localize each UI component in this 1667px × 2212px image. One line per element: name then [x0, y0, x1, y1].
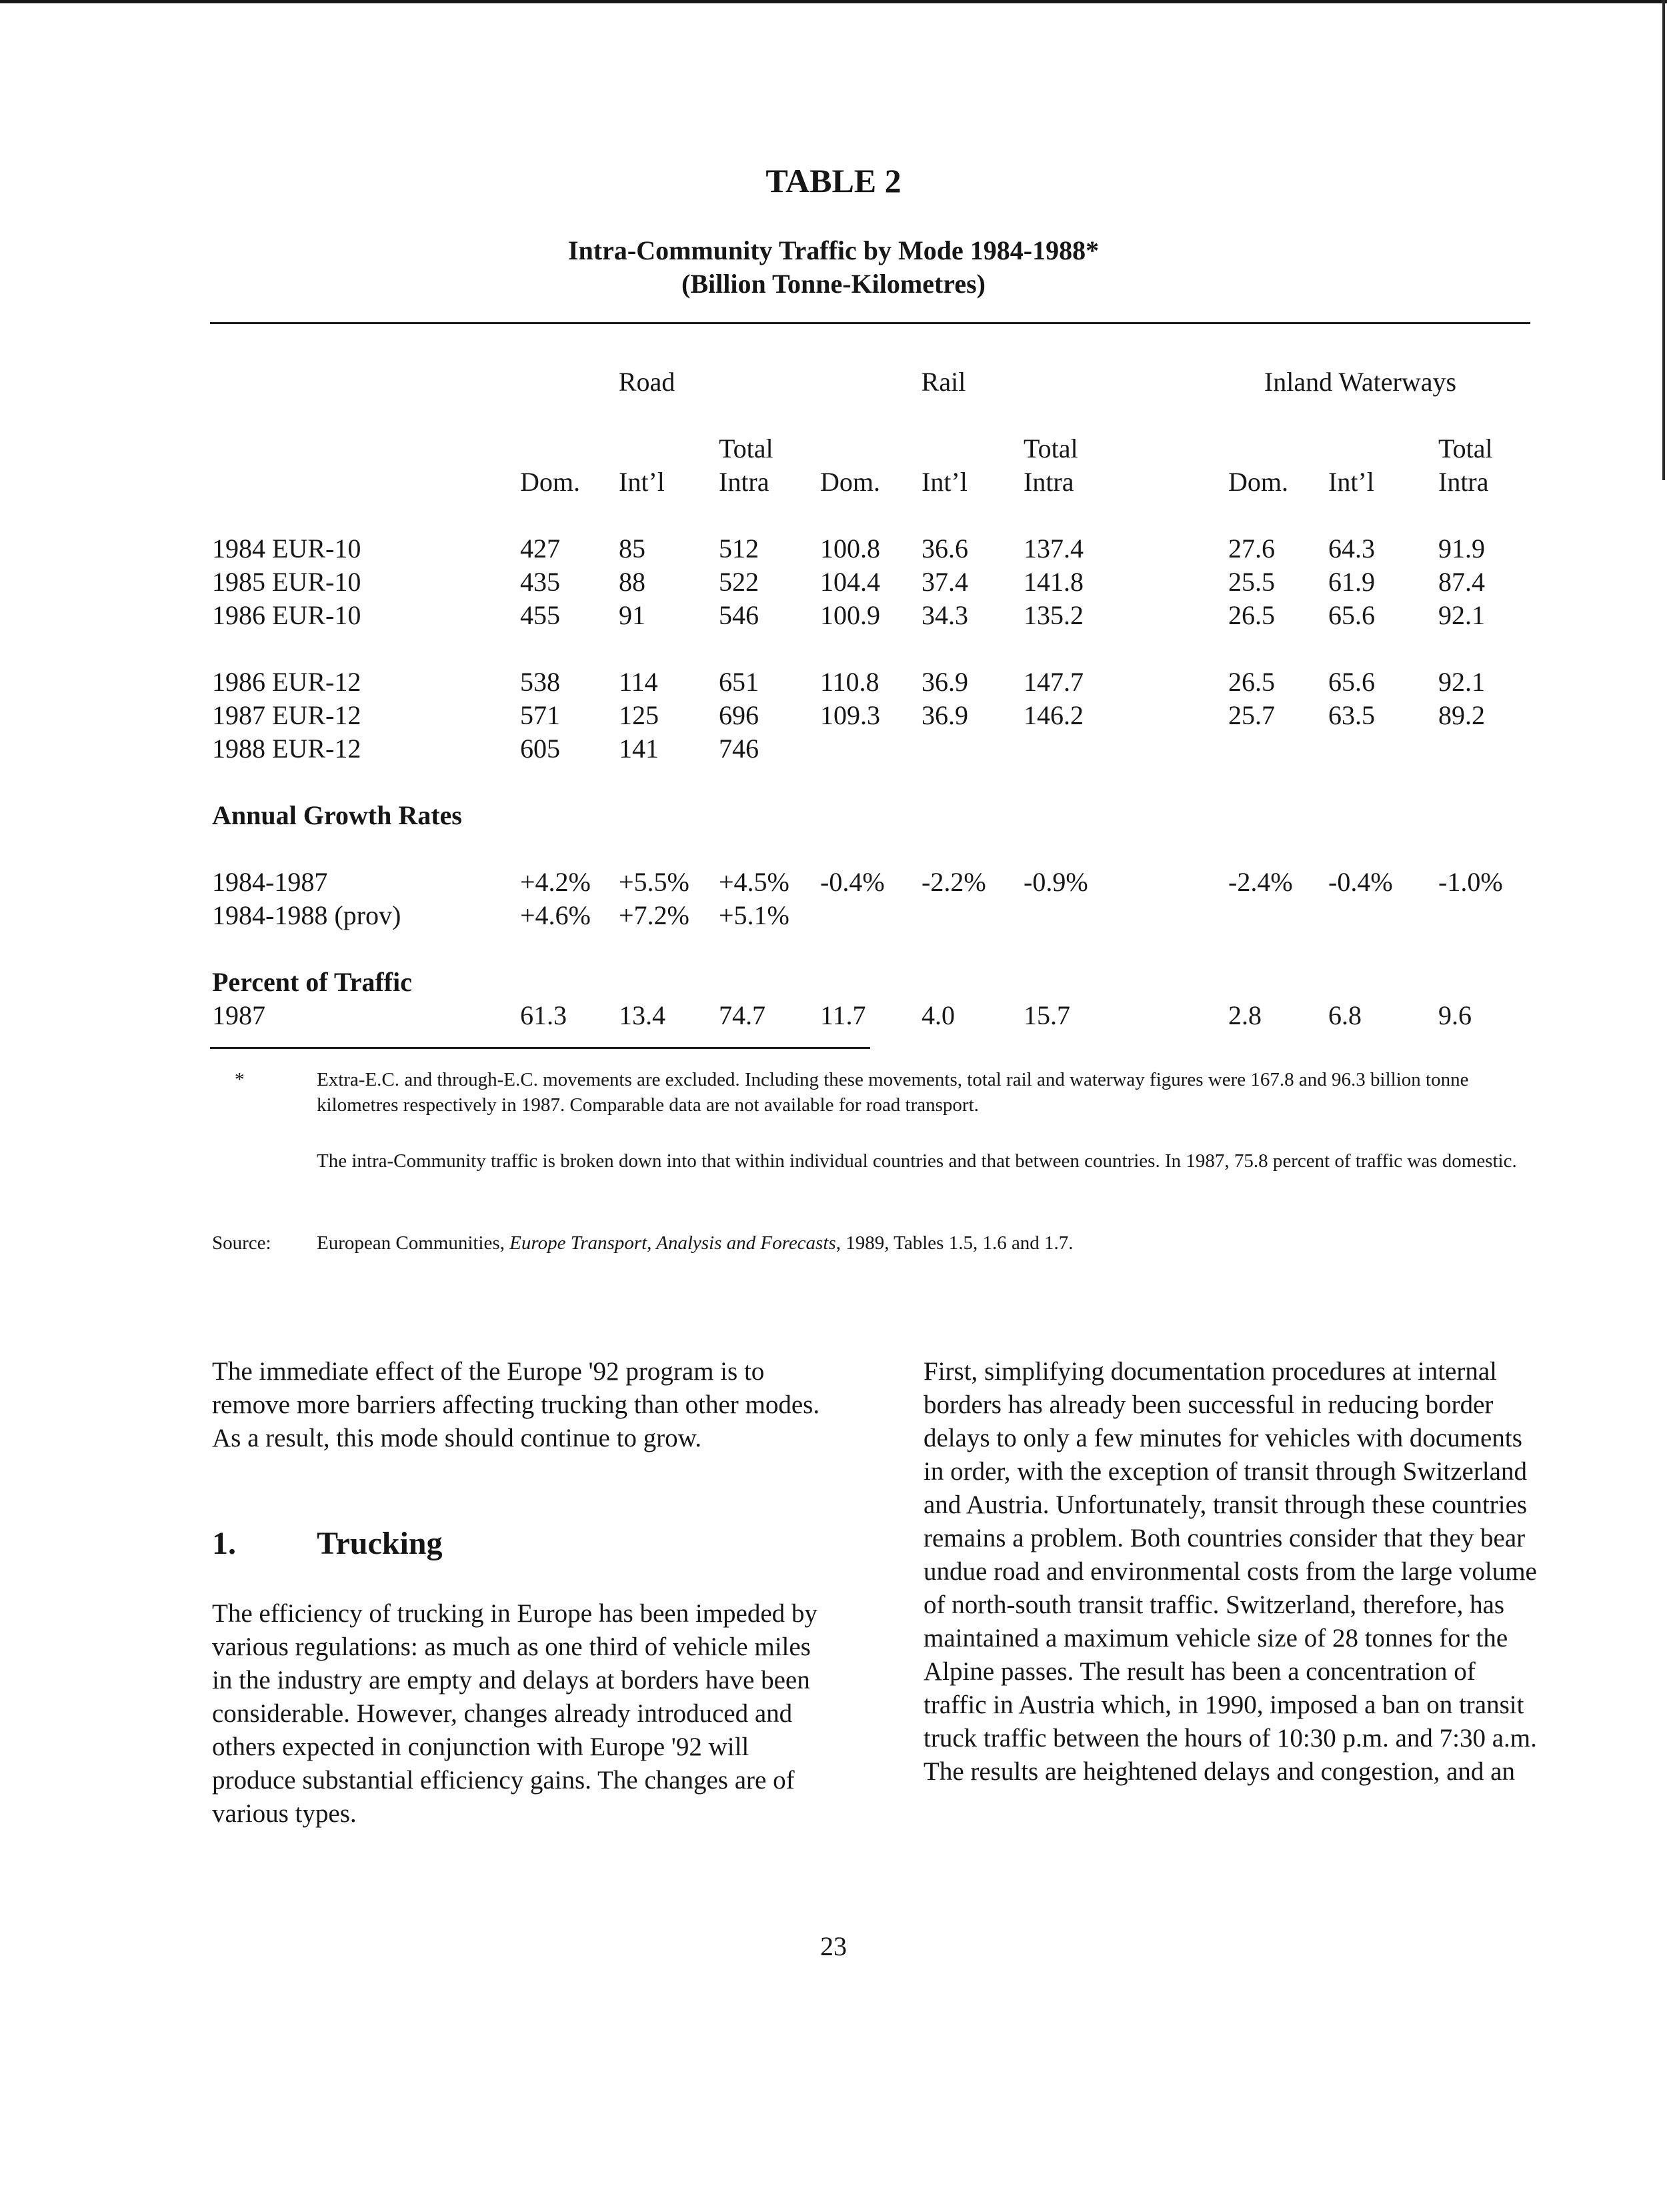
- growth-cell: +5.1%: [719, 900, 789, 930]
- table-units: (Billion Tonne-Kilometres): [681, 269, 986, 299]
- row-label: 1985 EUR-10: [212, 567, 361, 597]
- column-header: Int’l: [1328, 467, 1374, 497]
- source-publisher: European Communities,: [317, 1232, 510, 1254]
- table-cell: 100.8: [820, 533, 880, 564]
- column-header: Intra: [719, 467, 769, 497]
- table-cell: 91: [619, 600, 645, 630]
- total-header-1: Total: [1024, 433, 1078, 463]
- percent-cell: 74.7: [719, 1000, 765, 1030]
- table-cell: 137.4: [1024, 533, 1084, 564]
- table-cell: 92.1: [1438, 667, 1485, 697]
- growth-row-label: 1984-1987: [212, 867, 328, 897]
- percent-cell: 6.8: [1328, 1000, 1362, 1030]
- percent-cell: 11.7: [820, 1000, 866, 1030]
- column-header: Dom.: [520, 467, 580, 497]
- total-header-0: Total: [719, 433, 773, 463]
- growth-cell: -0.9%: [1024, 867, 1088, 897]
- table-cell: 25.7: [1228, 700, 1275, 730]
- table-cell: 65.6: [1328, 667, 1375, 697]
- right-column-paragraph: First, simplifying documentation procedures at internal borders has already been successful in reducing border delays to only a few minutes for vehicles with documents in order, with the exception of transit through Switzerland and Austria. Unfortunately, transit through these countries remains a problem. Both countries consider that they bear undue road and environmental costs from the large volume of north-south transit traffic. Switzerland, therefore, has maintained a maximum vehicle size of 28 tonnes for the Alpine passes. The result has been a concentration of traffic in Austria which, in 1990, imposed a ban on transit truck traffic between the hours of 10:30 p.m. and 7:30 a.m. The results are heightened delays and congestion, and an: [924, 1357, 1537, 1786]
- table-cell: 65.6: [1328, 600, 1375, 630]
- source-details: , 1989, Tables 1.5, 1.6 and 1.7.: [836, 1232, 1074, 1254]
- column-header: Dom.: [820, 467, 880, 497]
- table-cell: 125: [619, 700, 659, 730]
- table-cell: 92.1: [1438, 600, 1485, 630]
- table-cell: 571: [520, 700, 560, 730]
- row-label: 1987 EUR-12: [212, 700, 361, 730]
- table-cell: 61.9: [1328, 567, 1375, 597]
- column-header: Int’l: [922, 467, 968, 497]
- table-cell: 696: [719, 700, 759, 730]
- growth-cell: -2.2%: [922, 867, 986, 897]
- growth-cell: +4.2%: [520, 867, 591, 897]
- row-label: 1986 EUR-12: [212, 667, 361, 697]
- growth-cell: +4.6%: [520, 900, 591, 930]
- table-cell: 546: [719, 600, 759, 630]
- table-cell: 455: [520, 600, 560, 630]
- table-cell: 104.4: [820, 567, 880, 597]
- table-cell: 522: [719, 567, 759, 597]
- row-label: 1986 EUR-10: [212, 600, 361, 630]
- table-cell: 427: [520, 533, 560, 564]
- table-cell: 34.3: [922, 600, 968, 630]
- growth-cell: +5.5%: [619, 867, 689, 897]
- table-cell: 64.3: [1328, 533, 1375, 564]
- table-subtitle: Intra-Community Traffic by Mode 1984-1988*: [567, 235, 1100, 265]
- percent-cell: 9.6: [1438, 1000, 1472, 1030]
- table-cell: 25.5: [1228, 567, 1275, 597]
- table-cell: 114: [619, 667, 658, 697]
- percent-cell: 15.7: [1024, 1000, 1070, 1030]
- scan-top-border: [0, 0, 1667, 3]
- table-cell: 512: [719, 533, 759, 564]
- table-title: TABLE 2: [765, 162, 902, 199]
- table-cell: 605: [520, 734, 560, 764]
- percent-cell: 13.4: [619, 1000, 665, 1030]
- column-header: Dom.: [1228, 467, 1288, 497]
- table-cell: 26.5: [1228, 600, 1275, 630]
- table-cell: 110.8: [820, 667, 880, 697]
- table-cell: 141: [619, 734, 659, 764]
- group-header-inland-waterways: Inland Waterways: [1264, 367, 1457, 397]
- table-cell: 63.5: [1328, 700, 1375, 730]
- column-header: Int’l: [619, 467, 665, 497]
- growth-cell: +7.2%: [619, 900, 689, 930]
- growth-cell: -2.4%: [1228, 867, 1293, 897]
- footnote-excluded-movements: Extra-E.C. and through-E.C. movements are excluded. Including these movements, total rail and waterway figures were 167.8 and 96.3 billion tonne kilometres respectively in 1987. Comparable data are not available for road transport.: [317, 1069, 1469, 1116]
- table-cell: 36.9: [922, 700, 968, 730]
- table-cell: 651: [719, 667, 759, 697]
- row-label: 1988 EUR-12: [212, 734, 361, 764]
- table-cell: 100.9: [820, 600, 880, 630]
- table-top-rule: [210, 322, 1530, 324]
- table-cell: 91.9: [1438, 533, 1485, 564]
- growth-row-label: 1984-1988 (prov): [212, 900, 401, 930]
- trucking-paragraph: The efficiency of trucking in Europe has been impeded by various regulations: as much as one third of vehicle miles in the industry are empty and delays at borders have been considerable. However, changes already introduced and others expected in conjunction with Europe '92 will produce substantial efficiency gains. The changes are of various types.: [212, 1599, 817, 1828]
- table-cell: 27.6: [1228, 533, 1275, 564]
- percent-cell: 61.3: [520, 1000, 567, 1030]
- growth-cell: -1.0%: [1438, 867, 1503, 897]
- page-number: 23: [820, 1931, 847, 1961]
- footnote-domestic-share: The intra-Community traffic is broken down into that within individual countries and that between countries. In 1987, 75.8 percent of traffic was domestic.: [317, 1150, 1517, 1172]
- growth-cell: +4.5%: [719, 867, 789, 897]
- table-cell: 36.6: [922, 533, 968, 564]
- table-cell: 538: [520, 667, 560, 697]
- section-heading: Trucking: [317, 1526, 443, 1561]
- growth-cell: -0.4%: [820, 867, 885, 897]
- row-label: 1984 EUR-10: [212, 533, 361, 564]
- table-cell: 88: [619, 567, 645, 597]
- table-cell: 435: [520, 567, 560, 597]
- column-header: Intra: [1024, 467, 1074, 497]
- table-cell: 26.5: [1228, 667, 1275, 697]
- growth-section-heading: Annual Growth Rates: [212, 800, 462, 830]
- percent-cell: 4.0: [922, 1000, 955, 1030]
- percent-row-label: 1987: [212, 1000, 265, 1030]
- footnote-marker: *: [235, 1069, 245, 1090]
- table-cell: 746: [719, 734, 759, 764]
- table-cell: 147.7: [1024, 667, 1084, 697]
- table-bottom-rule: [210, 1047, 870, 1049]
- growth-cell: -0.4%: [1328, 867, 1393, 897]
- intro-paragraph: The immediate effect of the Europe '92 program is to remove more barriers affecting trucking than other modes. As a result, this mode should continue to grow.: [212, 1357, 820, 1452]
- table-cell: 36.9: [922, 667, 968, 697]
- table-cell: 85: [619, 533, 645, 564]
- group-header-rail: Rail: [921, 367, 966, 397]
- column-header: Intra: [1438, 467, 1489, 497]
- table-cell: 37.4: [922, 567, 968, 597]
- section-number: 1.: [212, 1526, 236, 1561]
- percent-section-heading: Percent of Traffic: [212, 967, 412, 997]
- table-cell: 109.3: [820, 700, 880, 730]
- source-label: Source:: [212, 1232, 271, 1254]
- group-header-road: Road: [618, 367, 675, 397]
- table-cell: 141.8: [1024, 567, 1084, 597]
- total-header-2: Total: [1438, 433, 1493, 463]
- source-citation: [317, 1230, 1537, 1256]
- source-title: Europe Transport, Analysis and Forecasts: [509, 1232, 836, 1254]
- table-cell: 87.4: [1438, 567, 1485, 597]
- percent-cell: 2.8: [1228, 1000, 1262, 1030]
- table-cell: 146.2: [1024, 700, 1084, 730]
- table-cell: 135.2: [1024, 600, 1084, 630]
- table-cell: 89.2: [1438, 700, 1485, 730]
